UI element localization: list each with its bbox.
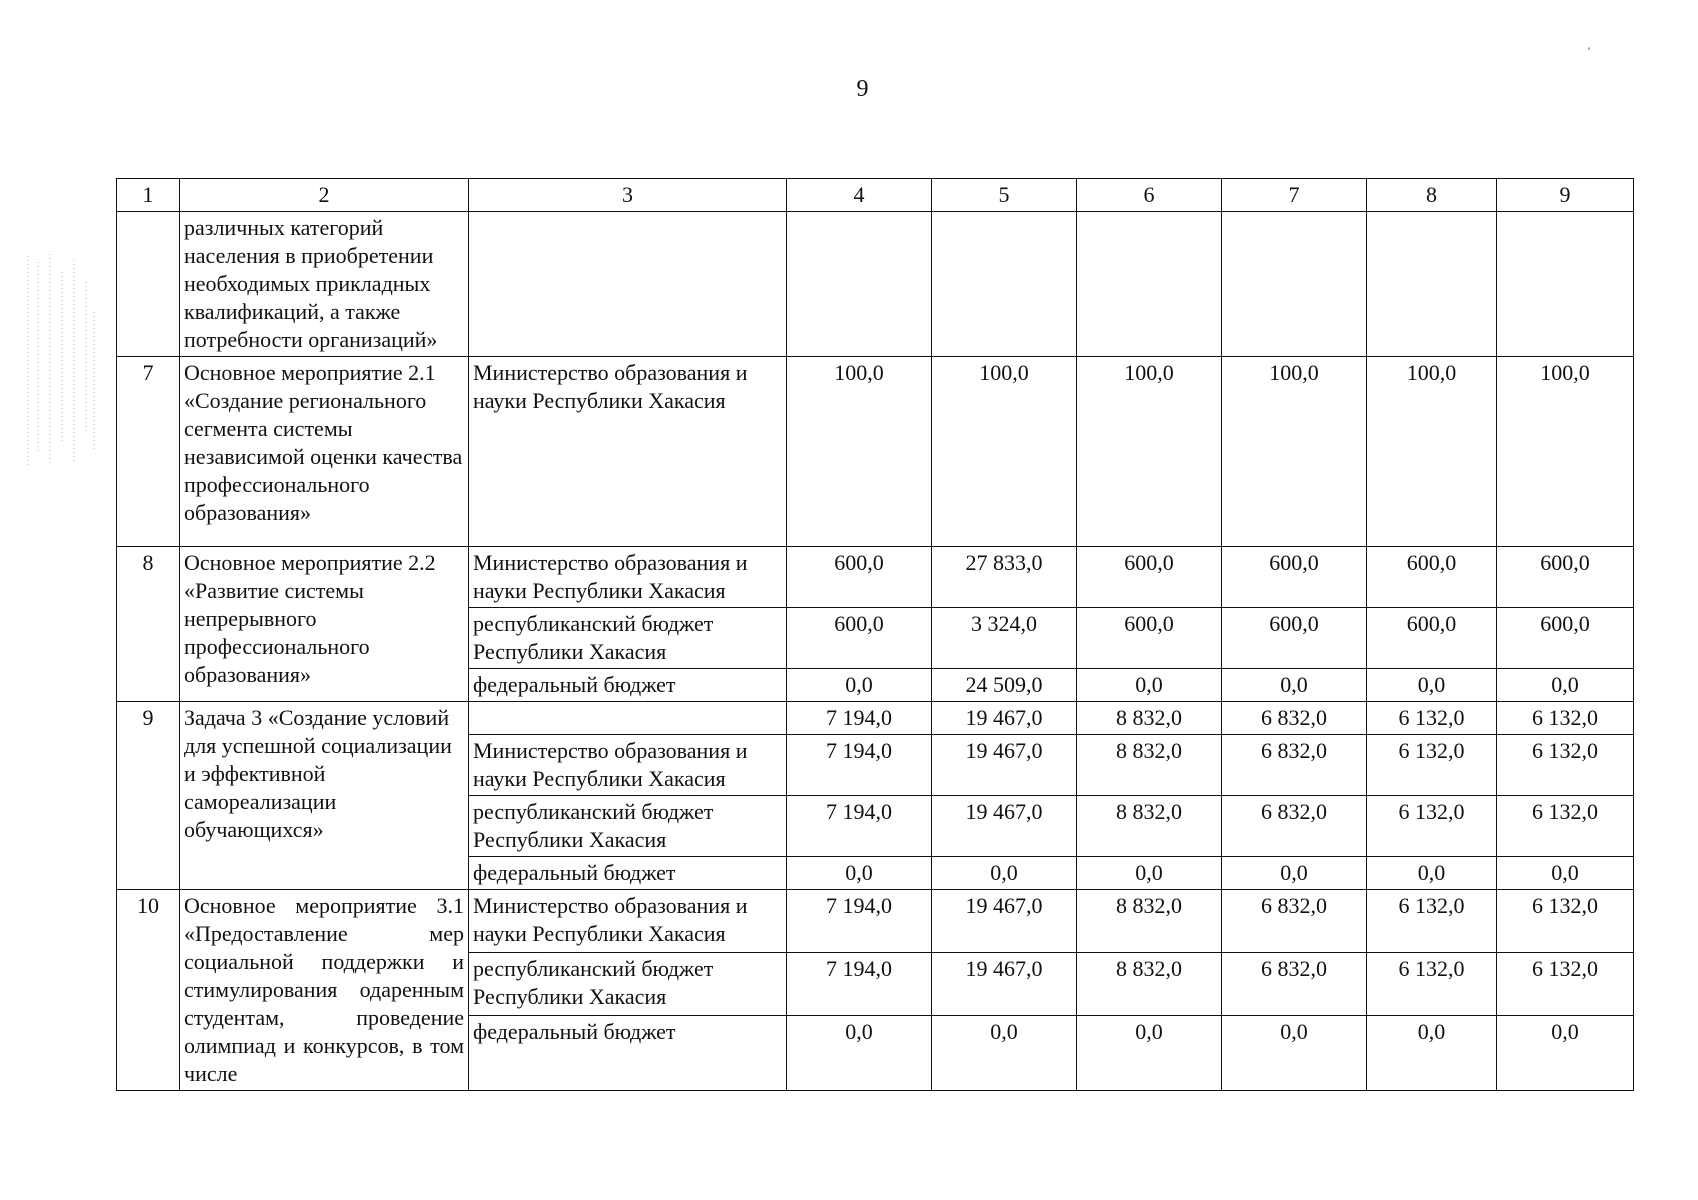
activity-name: Основное мероприятие 2.1 «Создание регионального сегмента системы независимой оценки качества профессионального образования»	[180, 357, 469, 547]
amount-cell: 0,0	[1367, 1016, 1497, 1091]
page-number: 9	[856, 76, 869, 102]
amount-cell: 8 832,0	[1077, 735, 1222, 796]
amount-cell: 0,0	[1077, 669, 1222, 702]
amount-cell: 6 832,0	[1222, 702, 1367, 735]
amount-cell: 0,0	[787, 1016, 932, 1091]
amount-cell	[787, 212, 932, 357]
funding-source: федеральный бюджет	[469, 857, 787, 890]
amount-cell: 600,0	[1077, 547, 1222, 608]
amount-cell: 0,0	[1077, 857, 1222, 890]
column-number: 9	[1497, 179, 1634, 212]
table-row	[117, 547, 1634, 608]
funding-source: федеральный бюджет	[469, 669, 787, 702]
amount-cell: 0,0	[787, 669, 932, 702]
row-number: 9	[117, 702, 180, 890]
activity-name: Основное мероприятие 3.1 «Предоставление мер социальной поддержки и стимулирования одаренным студентам, проведение олимпиад и конкурсов, в том числе	[180, 890, 469, 1091]
column-number-row	[117, 179, 1634, 212]
amount-cell	[1497, 212, 1634, 357]
funding-source: республиканский бюджет Республики Хакасия	[469, 608, 787, 669]
amount-cell: 0,0	[787, 857, 932, 890]
amount-cell: 6 132,0	[1497, 702, 1634, 735]
funding-source: федеральный бюджет	[469, 1016, 787, 1091]
table-row	[117, 357, 1634, 547]
amount-cell: 0,0	[1497, 857, 1634, 890]
funding-source	[469, 702, 787, 735]
row-number	[117, 212, 180, 357]
amount-cell: 100,0	[1497, 357, 1634, 547]
amount-cell: 0,0	[932, 1016, 1077, 1091]
amount-cell: 100,0	[1367, 357, 1497, 547]
amount-cell: 0,0	[932, 857, 1077, 890]
column-number: 2	[180, 179, 469, 212]
column-number: 6	[1077, 179, 1222, 212]
amount-cell: 6 132,0	[1497, 796, 1634, 857]
amount-cell: 600,0	[787, 547, 932, 608]
amount-cell: 8 832,0	[1077, 796, 1222, 857]
amount-cell: 600,0	[1077, 608, 1222, 669]
row-number: 7	[117, 357, 180, 547]
column-number: 1	[117, 179, 180, 212]
funding-source: Министерство образования и науки Республики Хакасия	[469, 890, 787, 953]
amount-cell: 600,0	[1222, 608, 1367, 669]
row-number: 8	[117, 547, 180, 702]
amount-cell: 8 832,0	[1077, 890, 1222, 953]
funding-source	[469, 212, 787, 357]
row-number: 10	[117, 890, 180, 1091]
amount-cell: 100,0	[1222, 357, 1367, 547]
amount-cell: 6 132,0	[1497, 735, 1634, 796]
amount-cell: 6 132,0	[1497, 890, 1634, 953]
activity-name: Задача 3 «Создание условий для успешной социализации и эффективной самореализации обучающихся»	[180, 702, 469, 890]
amount-cell: 600,0	[1367, 608, 1497, 669]
amount-cell: 24 509,0	[932, 669, 1077, 702]
activity-name: Основное мероприятие 2.2 «Развитие системы непрерывного профессионального образования»	[180, 547, 469, 702]
amount-cell: 19 467,0	[932, 953, 1077, 1016]
amount-cell	[1077, 212, 1222, 357]
amount-cell: 6 132,0	[1367, 890, 1497, 953]
amount-cell: 600,0	[1497, 547, 1634, 608]
funding-source: Министерство образования и науки Республики Хакасия	[469, 357, 787, 547]
amount-cell: 100,0	[1077, 357, 1222, 547]
table-row	[117, 702, 1634, 735]
amount-cell: 100,0	[787, 357, 932, 547]
amount-cell: 8 832,0	[1077, 702, 1222, 735]
amount-cell: 7 194,0	[787, 735, 932, 796]
amount-cell: 7 194,0	[787, 953, 932, 1016]
amount-cell: 0,0	[1497, 1016, 1634, 1091]
amount-cell: 6 132,0	[1367, 735, 1497, 796]
amount-cell: 0,0	[1222, 1016, 1367, 1091]
funding-source: Министерство образования и науки Республики Хакасия	[469, 547, 787, 608]
amount-cell: 7 194,0	[787, 796, 932, 857]
table-row	[117, 890, 1634, 953]
amount-cell: 19 467,0	[932, 702, 1077, 735]
amount-cell: 19 467,0	[932, 890, 1077, 953]
amount-cell: 3 324,0	[932, 608, 1077, 669]
amount-cell: 0,0	[1222, 857, 1367, 890]
amount-cell: 7 194,0	[787, 890, 932, 953]
amount-cell: 600,0	[1222, 547, 1367, 608]
amount-cell: 7 194,0	[787, 702, 932, 735]
amount-cell: 6 132,0	[1367, 702, 1497, 735]
amount-cell	[1222, 212, 1367, 357]
table-row	[117, 212, 1634, 357]
column-number: 8	[1367, 179, 1497, 212]
budget-table	[116, 178, 1634, 1091]
amount-cell: 6 832,0	[1222, 890, 1367, 953]
amount-cell: 0,0	[1222, 669, 1367, 702]
amount-cell: 6 832,0	[1222, 953, 1367, 1016]
amount-cell: 0,0	[1077, 1016, 1222, 1091]
amount-cell	[932, 212, 1077, 357]
amount-cell: 0,0	[1497, 669, 1634, 702]
amount-cell: 6 832,0	[1222, 796, 1367, 857]
amount-cell: 100,0	[932, 357, 1077, 547]
amount-cell: 6 132,0	[1367, 953, 1497, 1016]
funding-source: республиканский бюджет Республики Хакасия	[469, 953, 787, 1016]
column-number: 4	[787, 179, 932, 212]
amount-cell: 19 467,0	[932, 735, 1077, 796]
amount-cell	[1367, 212, 1497, 357]
amount-cell: 27 833,0	[932, 547, 1077, 608]
amount-cell: 19 467,0	[932, 796, 1077, 857]
scan-margin-noise	[22, 252, 100, 472]
amount-cell: 6 832,0	[1222, 735, 1367, 796]
column-number: 5	[932, 179, 1077, 212]
amount-cell: 600,0	[1497, 608, 1634, 669]
amount-cell: 8 832,0	[1077, 953, 1222, 1016]
activity-name: различных категорий населения в приобретении необходимых прикладных квалификаций, а также потребности организаций»	[180, 212, 469, 357]
funding-source: Министерство образования и науки Республики Хакасия	[469, 735, 787, 796]
amount-cell: 0,0	[1367, 857, 1497, 890]
column-number: 3	[469, 179, 787, 212]
amount-cell: 600,0	[787, 608, 932, 669]
amount-cell: 0,0	[1367, 669, 1497, 702]
scan-speck: '	[1588, 44, 1591, 58]
column-number: 7	[1222, 179, 1367, 212]
amount-cell: 6 132,0	[1497, 953, 1634, 1016]
amount-cell: 6 132,0	[1367, 796, 1497, 857]
funding-source: республиканский бюджет Республики Хакасия	[469, 796, 787, 857]
amount-cell: 600,0	[1367, 547, 1497, 608]
